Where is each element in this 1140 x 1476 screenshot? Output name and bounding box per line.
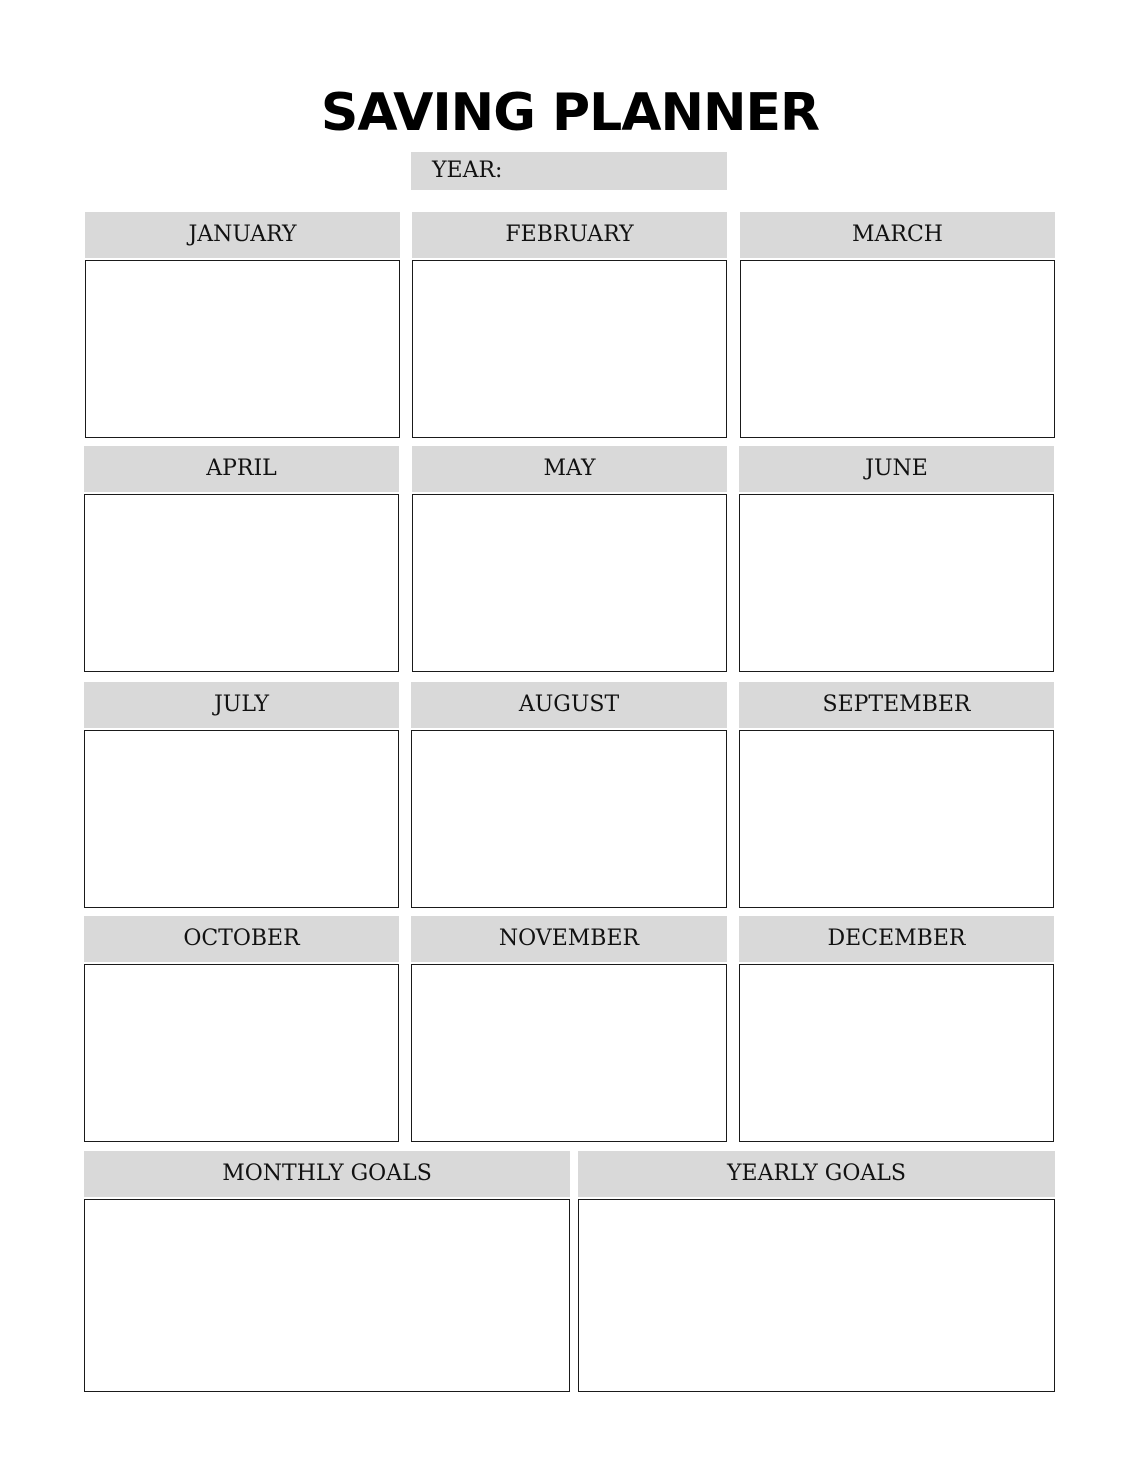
monthly-goals-box[interactable]	[84, 1199, 570, 1392]
month-header: JULY	[84, 682, 399, 728]
monthly-goals-section	[84, 1151, 570, 1392]
month-section-june	[739, 446, 1054, 672]
month-header: MARCH	[740, 212, 1055, 258]
month-entry-box[interactable]	[411, 730, 727, 908]
month-section-august	[411, 682, 727, 908]
month-entry-box[interactable]	[739, 730, 1054, 908]
year-field[interactable]	[411, 152, 727, 190]
month-header: OCTOBER	[84, 916, 399, 962]
month-header: APRIL	[84, 446, 399, 492]
month-entry-box[interactable]	[85, 260, 400, 438]
yearly-goals-section	[578, 1151, 1055, 1392]
month-entry-box[interactable]	[84, 730, 399, 908]
month-section-september	[739, 682, 1054, 908]
month-section-march	[740, 212, 1055, 438]
month-entry-box[interactable]	[411, 964, 727, 1142]
month-section-may	[412, 446, 727, 672]
month-header: JANUARY	[85, 212, 400, 258]
month-entry-box[interactable]	[740, 260, 1055, 438]
month-section-july	[84, 682, 399, 908]
month-entry-box[interactable]	[84, 964, 399, 1142]
month-header: NOVEMBER	[411, 916, 727, 962]
month-section-october	[84, 916, 399, 1142]
month-entry-box[interactable]	[739, 964, 1054, 1142]
month-section-april	[84, 446, 399, 672]
year-label: YEAR:	[432, 158, 503, 183]
yearly-goals-box[interactable]	[578, 1199, 1055, 1392]
month-header: SEPTEMBER	[739, 682, 1054, 728]
month-header: JUNE	[739, 446, 1054, 492]
month-section-november	[411, 916, 727, 1142]
monthly-goals-header: MONTHLY GOALS	[84, 1151, 570, 1197]
yearly-goals-header: YEARLY GOALS	[578, 1151, 1055, 1197]
month-section-december	[739, 916, 1054, 1142]
month-section-february	[412, 212, 727, 438]
month-header: AUGUST	[411, 682, 727, 728]
month-header: MAY	[412, 446, 727, 492]
month-entry-box[interactable]	[739, 494, 1054, 672]
page-title: SAVING PLANNER	[320, 83, 820, 143]
month-header: DECEMBER	[739, 916, 1054, 962]
month-entry-box[interactable]	[412, 260, 727, 438]
month-header: FEBRUARY	[412, 212, 727, 258]
month-entry-box[interactable]	[84, 494, 399, 672]
month-section-january	[85, 212, 400, 438]
month-entry-box[interactable]	[412, 494, 727, 672]
